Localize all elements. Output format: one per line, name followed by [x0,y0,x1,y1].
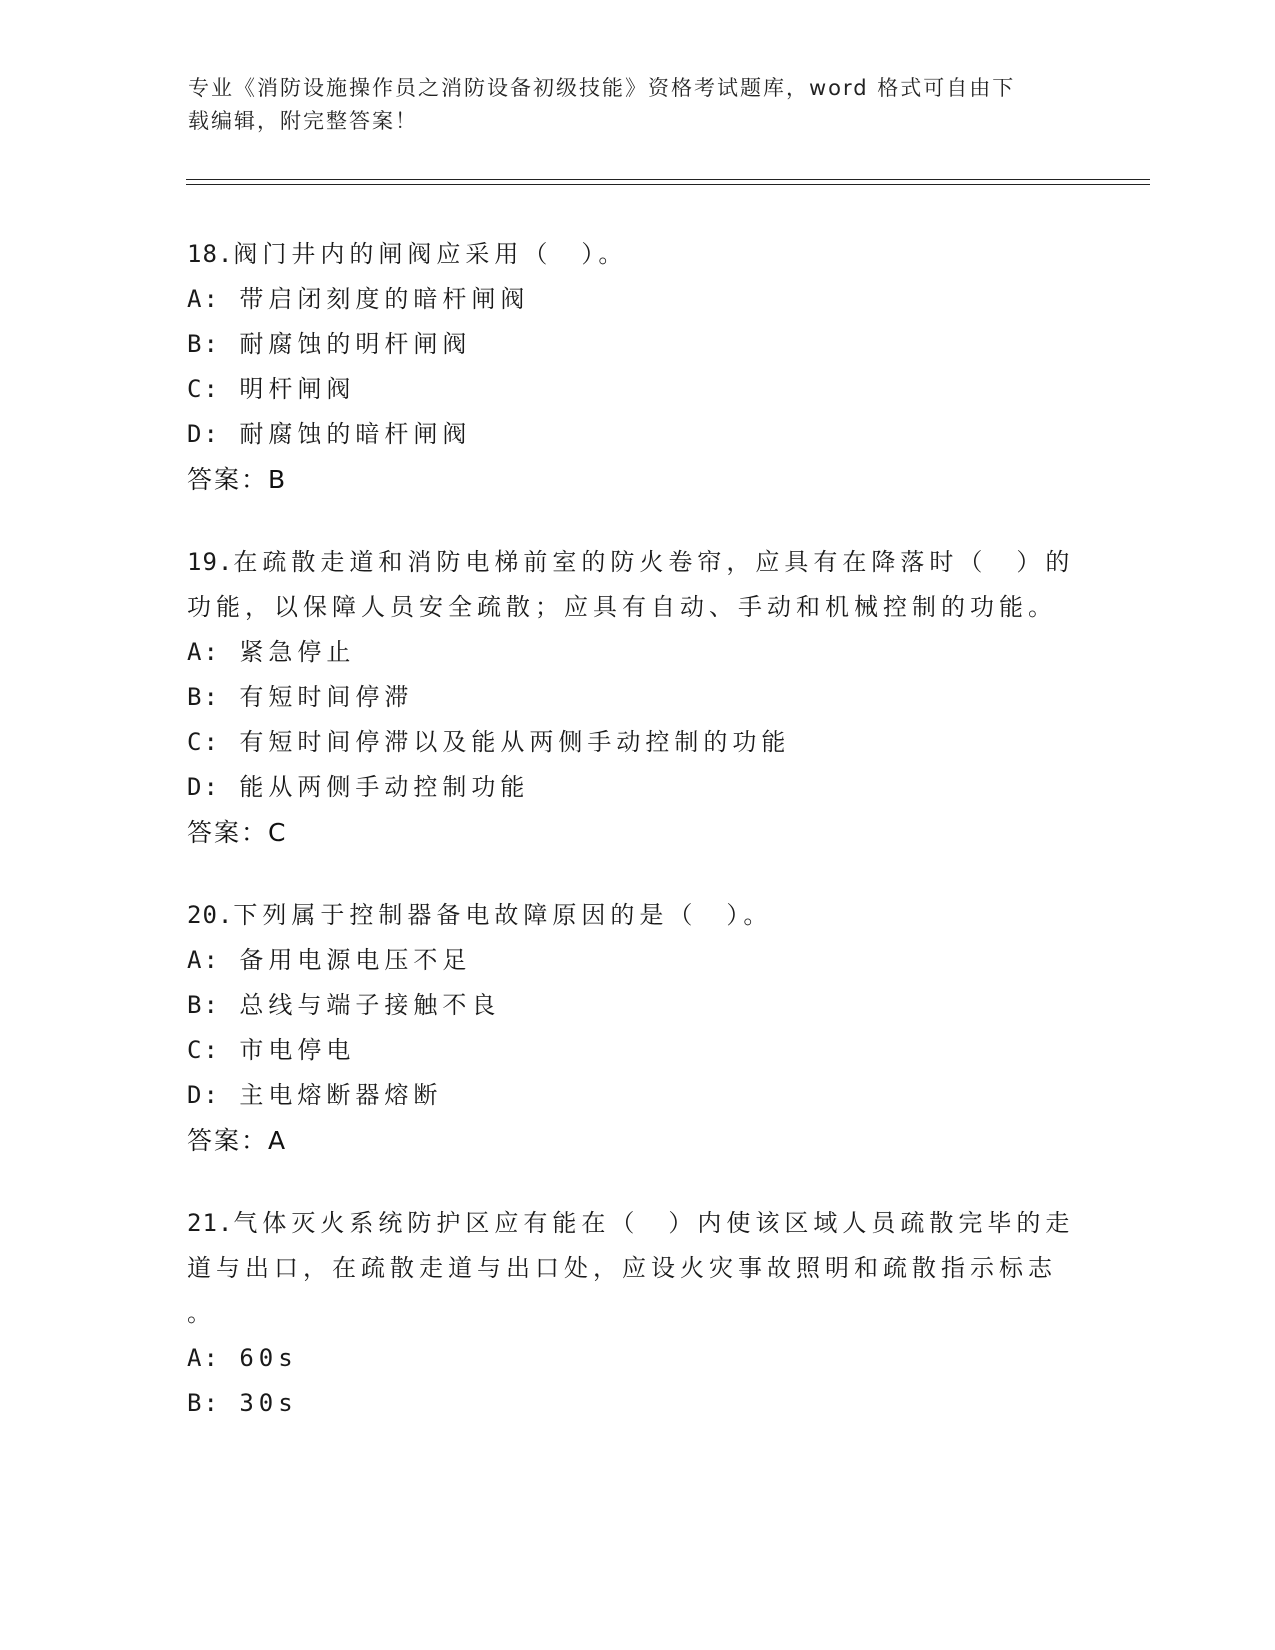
option-a [187,938,1087,983]
option-text: 总线与端子接触不良 [239,991,501,1019]
answer-line: 答案：A [187,1126,288,1155]
option-a [187,630,1087,675]
option-text: 30s [239,1389,298,1417]
option-key: B: [187,991,220,1019]
header-line-1: 专业《消防设施操作员之消防设备初级技能》资格考试题库，word 格式可自由下 [188,76,1016,100]
option-text: 主电熔断器熔断 [239,1081,443,1109]
option-d [187,412,1087,457]
question-number: 18. [187,240,234,268]
option-c [187,1028,1087,1073]
question-stem [187,893,1087,938]
option-key: B: [187,330,220,358]
option-key: A: [187,1344,220,1372]
document-header [188,72,1088,138]
option-a [187,277,1087,322]
option-text: 能从两侧手动控制功能 [239,773,530,801]
answer-line: 答案：C [187,818,288,847]
question-text: 下列属于控制器备电故障原因的是（ ）。 [233,901,773,929]
question-19 [187,540,1087,855]
option-key: D: [187,773,220,801]
question-text: 在疏散走道和消防电梯前室的防火卷帘，应具有在降落时（ ）的功能，以保障人员安全疏散；应具有自动、手动和机械控制的功能。 [187,548,1075,621]
option-text: 耐腐蚀的暗杆闸阀 [239,420,472,448]
option-key: B: [187,683,220,711]
header-divider-top [186,179,1150,180]
option-text: 60s [239,1344,298,1372]
option-d [187,1073,1087,1118]
option-c [187,720,1087,765]
question-number: 20. [187,901,234,929]
question-20 [187,893,1087,1163]
option-key: A: [187,638,220,666]
option-key: C: [187,728,220,756]
option-text: 耐腐蚀的明杆闸阀 [239,330,472,358]
option-text: 有短时间停滞以及能从两侧手动控制的功能 [239,728,791,756]
option-text: 紧急停止 [239,638,356,666]
question-18 [187,232,1087,502]
answer-line: 答案：B [187,465,288,494]
header-line-2: 载编辑，附完整答案！ [188,109,418,133]
question-stem-tail: 。 [187,1299,216,1327]
option-a [187,1336,1087,1381]
question-21 [187,1201,1087,1426]
option-text: 带启闭刻度的暗杆闸阀 [239,285,530,313]
question-number: 21. [187,1209,234,1237]
option-d [187,765,1087,810]
question-list [187,232,1087,1464]
option-key: D: [187,420,220,448]
option-b [187,322,1087,367]
question-stem [187,1201,1087,1291]
question-text: 阀门井内的闸阀应采用（ ）。 [233,240,628,268]
option-key: B: [187,1389,220,1417]
option-c [187,367,1087,412]
option-b [187,1381,1087,1426]
option-text: 备用电源电压不足 [239,946,472,974]
question-number: 19. [187,548,234,576]
option-text: 有短时间停滞 [239,683,414,711]
option-text: 明杆闸阀 [239,375,356,403]
option-b [187,983,1087,1028]
header-divider-bottom [186,184,1150,185]
option-key: A: [187,285,220,313]
option-b [187,675,1087,720]
question-stem [187,232,1087,277]
option-key: D: [187,1081,220,1109]
question-stem [187,540,1087,630]
option-key: C: [187,375,220,403]
option-text: 市电停电 [239,1036,356,1064]
option-key: C: [187,1036,220,1064]
option-key: A: [187,946,220,974]
question-text: 气体灭火系统防护区应有能在（ ）内使该区域人员疏散完毕的走道与出口，在疏散走道与出口处，应设火灾事故照明和疏散指示标志 [187,1209,1075,1282]
